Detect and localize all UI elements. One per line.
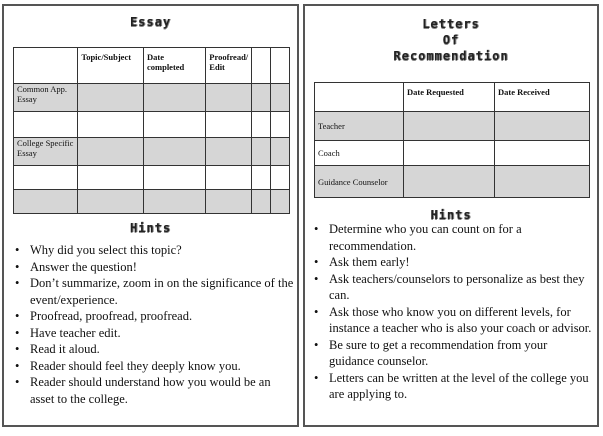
table-cell[interactable] [206, 84, 252, 112]
table-cell[interactable] [495, 141, 590, 166]
list-item: • Reader should feel they deeply know you. [10, 358, 294, 375]
list-item: • Ask teachers/counselors to personalize as best they can. [309, 271, 595, 304]
table-cell[interactable] [206, 138, 252, 166]
list-item: • Letters can be written at the level of the college you are applying to. [309, 370, 595, 403]
essay-hints-list [10, 242, 294, 407]
table-row [315, 166, 590, 198]
essay-col-blank [14, 48, 78, 84]
table-cell[interactable] [252, 190, 271, 214]
list-item: • Have teacher edit. [10, 325, 294, 342]
table-cell[interactable] [495, 166, 590, 198]
table-cell[interactable] [78, 166, 144, 190]
essay-panel [2, 4, 299, 427]
essay-hints-title: Hints [129, 221, 172, 235]
list-item: • Proofread, proofread, proofread. [10, 308, 294, 325]
list-item: • Answer the question! [10, 259, 294, 276]
letters-row-label: Coach [315, 141, 404, 166]
table-cell[interactable] [206, 166, 252, 190]
table-cell[interactable] [404, 112, 495, 141]
letters-hints-list [309, 221, 595, 403]
table-row [315, 112, 590, 141]
table-cell[interactable] [143, 138, 205, 166]
essay-col-topic: Topic/Subject [78, 48, 144, 84]
letters-title-line2: Of [442, 33, 460, 47]
table-cell[interactable] [404, 166, 495, 198]
table-cell[interactable] [78, 112, 144, 138]
essay-row-label: College Specific Essay [14, 138, 78, 166]
letters-panel [303, 4, 599, 427]
essay-col-proofread: Proofread/ Edit [206, 48, 252, 84]
table-cell[interactable] [271, 138, 290, 166]
letters-hints-title: Hints [430, 208, 472, 222]
letters-col-requested: Date Requested [404, 83, 495, 112]
essay-title: Essay [129, 15, 172, 29]
table-cell[interactable] [143, 190, 205, 214]
table-row [315, 141, 590, 166]
table-row [14, 190, 290, 214]
essay-col-date: Date completed [143, 48, 205, 84]
letters-title-line1: Letters [422, 17, 480, 31]
table-row [14, 84, 290, 112]
table-row [14, 112, 290, 138]
table-cell[interactable] [143, 112, 205, 138]
table-cell[interactable] [271, 112, 290, 138]
table-cell[interactable] [252, 138, 271, 166]
list-item: • Determine who you can count on for a recommendation. [309, 221, 595, 254]
table-cell[interactable] [143, 84, 205, 112]
table-cell[interactable] [78, 84, 144, 112]
list-item: • Read it aloud. [10, 341, 294, 358]
letters-col-blank [315, 83, 404, 112]
essay-row-label: Common App. Essay [14, 84, 78, 112]
list-item: • Be sure to get a recommendation from your guidance counselor. [309, 337, 595, 370]
essay-table [13, 47, 290, 214]
table-cell[interactable] [78, 138, 144, 166]
table-cell[interactable] [252, 166, 271, 190]
letters-table [314, 82, 590, 198]
table-cell[interactable] [252, 112, 271, 138]
list-item: • Don’t summarize, zoom in on the significance of the event/experience. [10, 275, 294, 308]
table-cell[interactable] [271, 84, 290, 112]
letters-row-label: Guidance Counselor [315, 166, 404, 198]
list-item: • Ask them early! [309, 254, 595, 271]
letters-col-received: Date Received [495, 83, 590, 112]
essay-col-extra-1 [252, 48, 271, 84]
essay-col-extra-2 [271, 48, 290, 84]
table-row [14, 166, 290, 190]
letters-row-label: Teacher [315, 112, 404, 141]
list-item: • Reader should understand how you would be an asset to the college. [10, 374, 294, 407]
table-cell[interactable] [271, 166, 290, 190]
letters-title-line3: Recommendation [393, 49, 509, 63]
table-cell[interactable] [78, 190, 144, 214]
table-cell[interactable] [143, 166, 205, 190]
essay-row-label [14, 190, 78, 214]
essay-row-label [14, 166, 78, 190]
essay-row-label [14, 112, 78, 138]
list-item: • Ask those who know you on different levels, for instance a teacher who is also your coach or advisor. [309, 304, 595, 337]
table-cell[interactable] [271, 190, 290, 214]
table-cell[interactable] [495, 112, 590, 141]
table-cell[interactable] [206, 190, 252, 214]
table-cell[interactable] [404, 141, 495, 166]
table-row [14, 138, 290, 166]
table-cell[interactable] [252, 84, 271, 112]
table-cell[interactable] [206, 112, 252, 138]
list-item: • Why did you select this topic? [10, 242, 294, 259]
